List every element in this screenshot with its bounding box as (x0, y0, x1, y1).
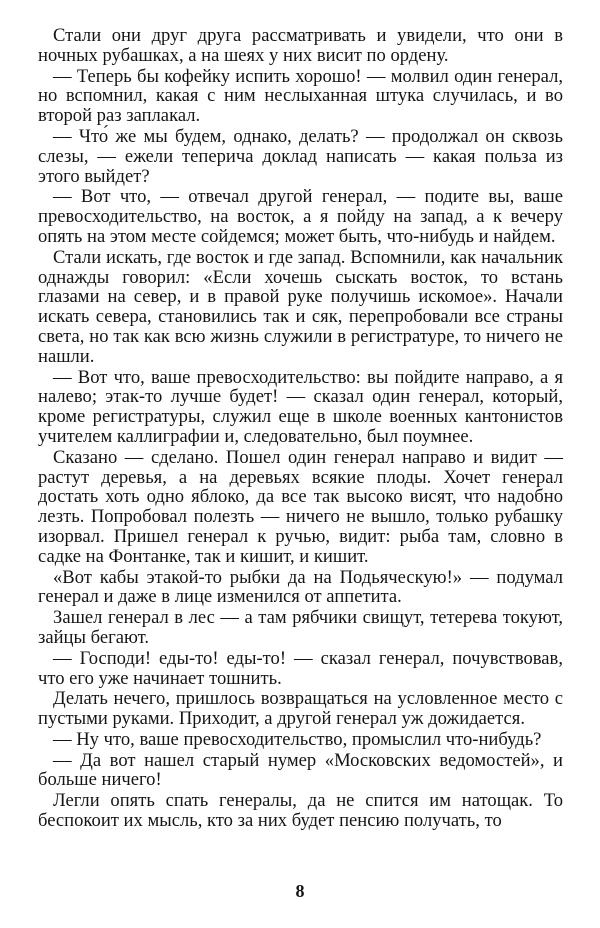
paragraph: Сказано — сделано. Пошел один генерал направо и видит — растут деревья, а на деревьях всякие плоды. Хочет генерал достать хоть одно яблоко, да все так высоко висят, что надобно лезть. Попробовал полезть — ничего не вышло, только рубашку изорвал. Пришел генерал к ручью, видит: рыба там, словно в садке на Фонтанке, так и кишит, и кишит. (38, 446, 563, 567)
paragraph: — Ну что, ваше превосходительство, промыслил что-нибудь? (53, 728, 542, 750)
paragraph: Стали они друг друга рассматривать и увидели, что они в ночных рубашках, а на шеях у них висит по ордену. (38, 25, 563, 66)
paragraph: Стали искать, где восток и где запад. Вспомнили, как начальник однажды говорил: «Если хочешь сыскать восток, то встань глазами на север, и в правой руке получишь искомое». Начали искать севера, становились так и сяк, перепробовали все страны света, но так как всю жизнь служили в регистратуре, то ничего не нашли. (38, 246, 563, 367)
paragraph: — Вот что, — отвечал другой генерал, — подите вы, ваше превосходительство, на восток, а я пойду на запад, а к вечеру опять на этом месте сойдемся; может быть, что-нибудь и найдем. (38, 186, 563, 247)
paragraph: Делать нечего, пришлось возвращаться на условленное место с пустыми руками. Приходит, а другой генерал уж дожидается. (38, 688, 563, 730)
paragraph: — Господи! еды-то! еды-то! — сказал генерал, почувствовав, что его уже начинает тошнить. (38, 647, 563, 689)
paragraph: «Вот кабы этакой-то рыбки да на Подьяческую!» — подумал генерал и даже в лице изменился от аппетита. (38, 566, 563, 608)
paragraph: — Вот что, ваше превосходительство: вы пойдите направо, а я налево; этак-то лучше будет! — сказал один генерал, который, кроме регистратуры, служил еще в школе военных кантонистов учителем каллиграфии и, следовательно, был поумнее. (38, 366, 563, 447)
paragraph: Легли опять спать генералы, да не спится им натощак. То беспокоит их мысль, кто за них будет пенсию получать, то (38, 790, 563, 832)
paragraph: — Да вот нашел старый нумер «Московских ведомостей», и больше ничего! (38, 749, 563, 791)
paragraph: Зашел генерал в лес — а там рябчики свищут, тетерева токуют, зайцы бегают. (38, 607, 563, 648)
paragraph: — Что́ же мы будем, однако, делать? — продолжал он сквозь слезы, — ежели теперича доклад написать — какая польза из этого выйдет? (38, 125, 563, 187)
page-number: 8 (295, 881, 305, 901)
paragraph: — Теперь бы кофейку испить хорошо! — молвил один генерал, но вспомнил, какая с ним неслыханная штука случилась, и во второй раз заплакал. (38, 65, 563, 127)
